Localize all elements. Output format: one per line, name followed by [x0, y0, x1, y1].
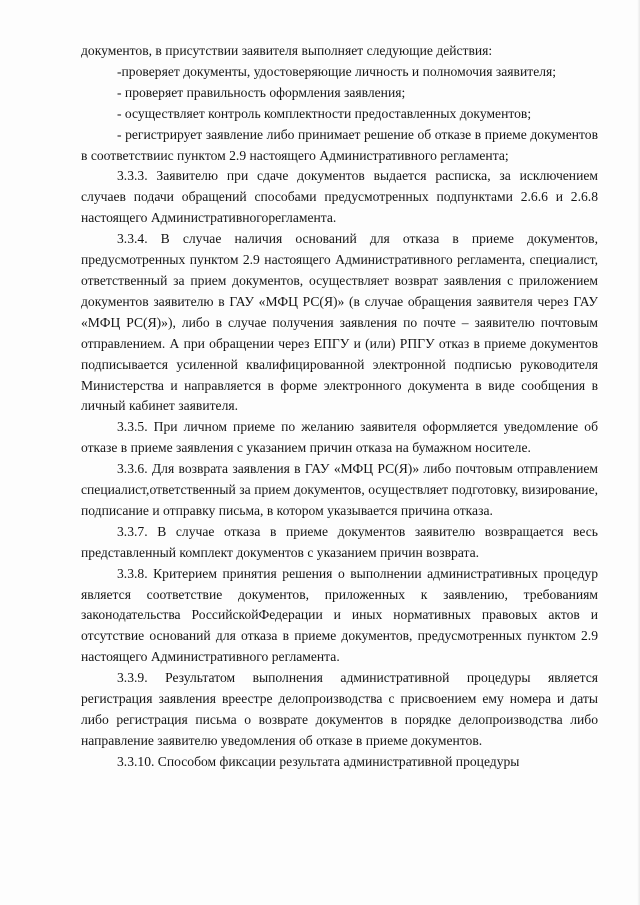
list-item-check-completeness: - осуществляет контроль комплектности предоставленных документов;: [117, 105, 532, 121]
paragraph-continuation: документов, в присутствии заявителя выполняет следующие действия:: [81, 43, 493, 58]
paragraph-3-3-3: 3.3.3. Заявителю при сдаче документов выдается расписка, за исключением случаев подачи обращений способами предусмотренных подпунктами 2.6.6 и 2.6.8 настоящего Административногорегламента.: [81, 168, 598, 226]
paragraph-3-3-10: 3.3.10. Способом фиксации результата административной процедуры: [117, 753, 520, 769]
paragraph-3-3-7: 3.3.7. В случае отказа в приеме документов заявителю возвращается весь представленный комплект документов с указанием причин возврата.: [81, 523, 598, 560]
paragraph-3-3-5: 3.3.5. При личном приеме по желанию заявителя оформляется уведомление об отказе в приеме заявления с указанием причин отказа на бумажном носителе.: [81, 419, 598, 456]
paragraph-3-3-4: 3.3.4. В случае наличия оснований для отказа в приеме документов, предусмотренных пунктом 2.9 настоящего Административного регламента, специалист, ответственный за прием документов, осуществляет возврат заявления с приложением документов заявителю в ГАУ «МФЦ РС(Я)» (в случае обращения заявителя через ГАУ «МФЦ РС(Я)»), либо в случае получения заявления по почте – заявителю почтовым отправлением. А при обращении через ЕПГУ и (или) РПГУ отказ в приеме документов подписывается усиленной квалифицированной электронной подписью руководителя Министерства и направляется в форме электронного документа в виде сообщения в личный кабинет заявителя.: [81, 231, 598, 414]
paragraph-3-3-6: 3.3.6. Для возврата заявления в ГАУ «МФЦ РС(Я)» либо почтовым отправлением специалист,ответственный за прием документов, осуществляет подготовку, визирование, подписание и отправку письма, в котором указывается причина отказа.: [81, 461, 598, 518]
list-item-check-identity: -проверяет документы, удостоверяющие личность и полномочия заявителя;: [117, 63, 557, 79]
paragraph-3-3-9: 3.3.9. Результатом выполнения административной процедуры является регистрация заявления вреестре делопроизводства с присвоением ему номера и даты либо регистрация письма о возврате документов в порядке делопроизводства либо направление заявителю уведомления об отказе в приеме документов.: [81, 670, 598, 748]
paragraph-3-3-8: 3.3.8. Критерием принятия решения о выполнении административных процедур является соответствие документов, приложенных к заявлению, требованиям законодательства РоссийскойФедерации и иных нормативных правовых актов и отсутствие оснований для отказа в приеме документов, предусмотренных пунктом 2.9 настоящего Административного регламента.: [81, 565, 598, 665]
list-item-register: - регистрирует заявление либо принимает решение об отказе в приеме документов в соответствиис пунктом 2.9 настоящего Административного регламента;: [81, 126, 598, 163]
list-item-check-form: - проверяет правильность оформления заявления;: [117, 84, 406, 100]
